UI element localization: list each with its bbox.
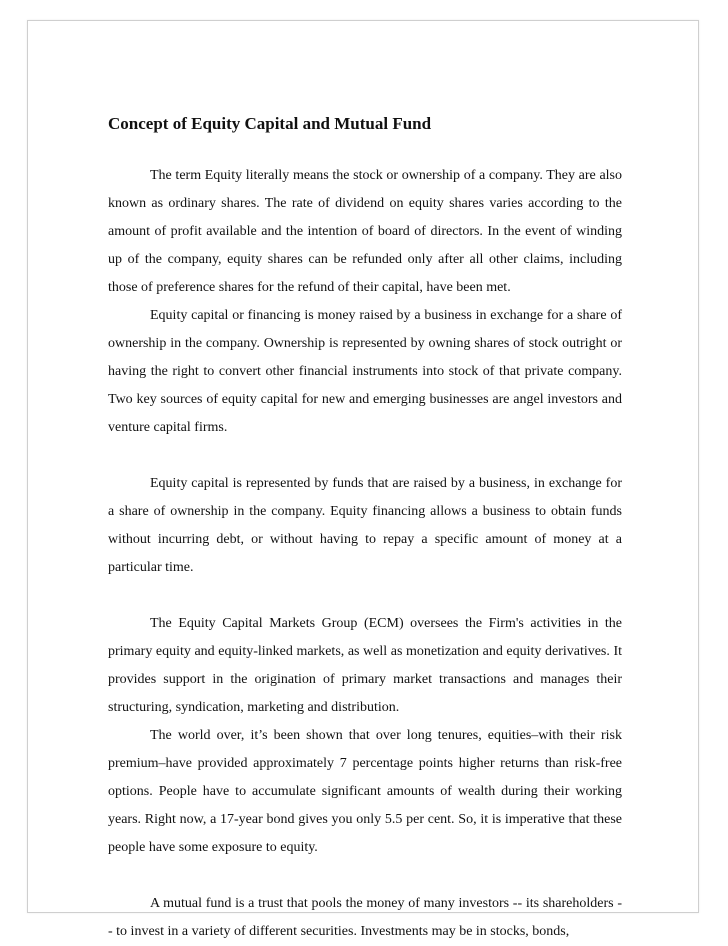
paragraph-equity-capital: Equity capital is represented by funds that are raised by a business, in exchange for a share of ownership in the company. Equity financing allows a business to obtain funds without incurring debt, or without having to repay a specific amount of money at a particular time. (108, 476, 622, 575)
paragraph-equity-definition: The term Equity literally means the stock or ownership of a company. They are also known as ordinary shares. The rate of dividend on equity shares varies according to the amount of profit available and the intention of board of directors. In the event of winding up of the company, equity shares can be refunded only after all other claims, including those of preference shares for the refund of their capital, have been met. (108, 168, 622, 295)
paragraph-gap (108, 582, 622, 610)
paragraph-equity-returns: The world over, it’s been shown that over long tenures, equities–with their risk premium–have provided approximately 7 percentage points higher returns than risk-free options. People have to accumulate significant amounts of wealth during their working years. Right now, a 17-year bond gives you only 5.5 per cent. So, it is imperative that these people have some exposure to equity. (108, 728, 622, 855)
paragraph-gap (108, 442, 622, 470)
paragraph-mutual-fund: A mutual fund is a trust that pools the money of many investors -- its shareholders -- to invest in a variety of different securities. Investments may be in stocks, bonds, (108, 896, 622, 939)
document-title: Concept of Equity Capital and Mutual Fund (108, 114, 432, 133)
document-body (108, 104, 622, 946)
paragraph-ecm-group: The Equity Capital Markets Group (ECM) oversees the Firm's activities in the primary equity and equity-linked markets, as well as monetization and equity derivatives. It provides support in the origination of primary market transactions and manages their structuring, syndication, marketing and distribution. (108, 616, 622, 715)
paragraph-gap (108, 862, 622, 890)
paragraph-equity-financing: Equity capital or financing is money raised by a business in exchange for a share of ownership in the company. Ownership is represented by owning shares of stock outright or having the right to convert other financial instruments into stock of that private company. Two key sources of equity capital for new and emerging businesses are angel investors and venture capital firms. (108, 308, 622, 435)
